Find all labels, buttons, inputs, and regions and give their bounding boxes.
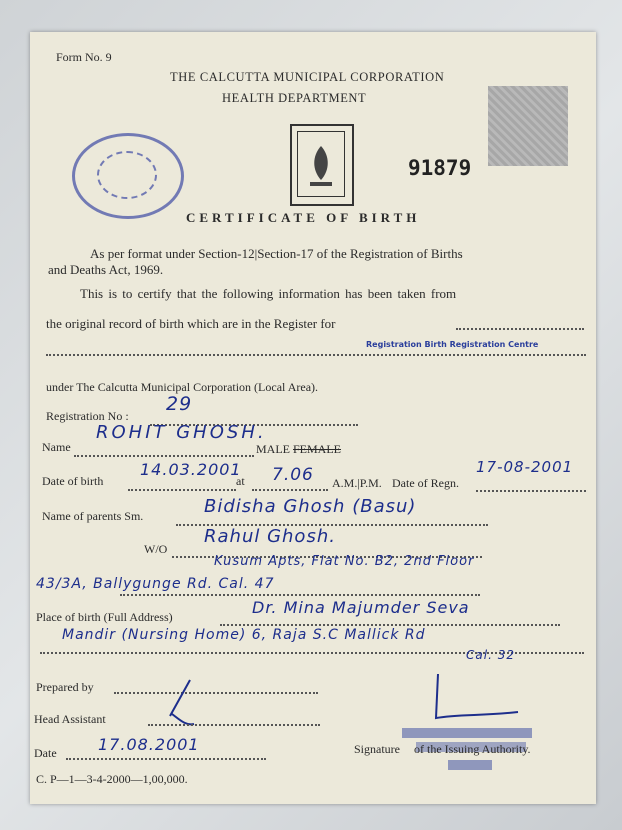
dob-value: 14.03.2001: [140, 460, 242, 479]
pob-label: Place of birth (Full Address): [36, 610, 173, 624]
male-label: MALE: [256, 442, 290, 456]
pob-line-3: Cal. 32: [466, 648, 515, 662]
pob-line-2: Mandir (Nursing Home) 6, Raja S.C Mallick Rd: [62, 627, 426, 643]
address-line-1: Kusum Apts, Flat No. B2, 2nd Floor: [214, 554, 475, 569]
mother-value: Bidisha Ghosh (Basu): [204, 496, 417, 517]
intro-line-5: under The Calcutta Municipal Corporation (Local Area).: [46, 380, 319, 394]
intro-line-3: This is to certify that the following information has been taken from: [80, 286, 457, 301]
corporation-title: THE CALCUTTA MUNICIPAL CORPORATION: [170, 70, 445, 84]
prepared-label: Prepared by: [36, 680, 94, 694]
emblem-icon: [290, 124, 354, 206]
department-title: HEALTH DEPARTMENT: [222, 91, 367, 105]
registration-value: 29: [166, 393, 193, 415]
wo-label: W/O: [144, 542, 168, 556]
footer-code: C. P—1—3-4-2000—1,00,000.: [36, 772, 188, 786]
signature-label: Signature: [354, 742, 400, 756]
intro-line-4: the original record of birth which are in the Register for: [46, 316, 336, 331]
parents-label: Name of parents Sm.: [42, 509, 144, 523]
authority-signature: [428, 672, 524, 728]
date-label: Date: [34, 746, 57, 760]
registration-label: Registration No :: [46, 409, 129, 423]
time-value: 7.06: [272, 465, 314, 485]
date-value: 17.08.2001: [98, 735, 200, 754]
round-seal-stamp: [72, 133, 184, 219]
form-number: Form No. 9: [56, 50, 112, 64]
intro-line-2: and Deaths Act, 1969.: [48, 262, 164, 277]
address-line-2: 43/3A, Ballygunge Rd. Cal. 47: [36, 576, 275, 592]
dob-label: Date of birth: [42, 474, 104, 488]
name-label: Name: [42, 440, 71, 454]
at-label: at: [236, 474, 245, 488]
serial-number: 91879: [408, 156, 472, 180]
initials-signature: [150, 676, 210, 736]
intro-line-1: As per format under Section-12|Section-17 of the Registration of Births: [90, 246, 463, 261]
name-value: ROHIT GHOSH.: [96, 422, 267, 443]
authority-label: of the Issuing Authority.: [414, 742, 531, 756]
regn-label: Date of Regn.: [392, 476, 459, 490]
photo-placeholder: [488, 86, 568, 166]
regn-value: 17-08-2001: [476, 458, 574, 476]
register-stamp: Registration Birth Registration Centre: [366, 340, 539, 349]
female-label: FEMALE: [293, 442, 341, 456]
ampm-label: A.M.|P.M.: [332, 476, 382, 490]
pob-line-1: Dr. Mina Majumder Seva: [252, 598, 470, 617]
head-assistant-label: Head Assistant: [34, 712, 106, 726]
father-value: Rahul Ghosh.: [204, 526, 336, 547]
certificate-title: CERTIFICATE OF BIRTH: [186, 210, 421, 225]
